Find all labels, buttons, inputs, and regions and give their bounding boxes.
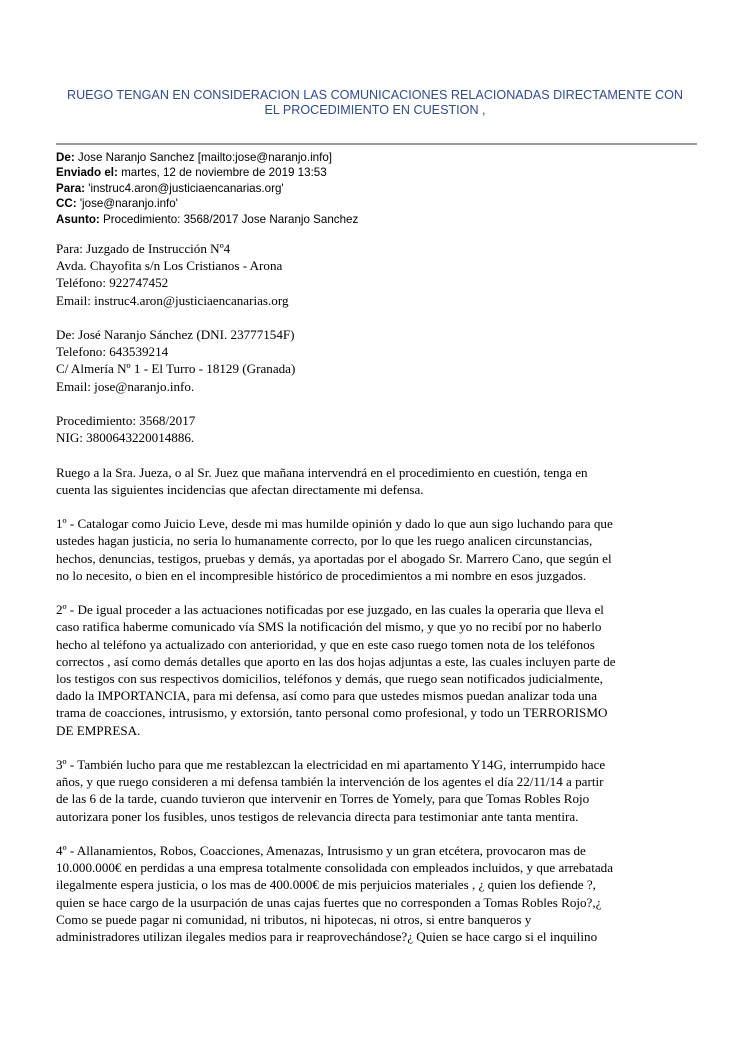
sender-line: De: José Naranjo Sánchez (DNI. 23777154F) (56, 327, 295, 342)
document-heading (60, 88, 690, 118)
paragraph-line: dado la IMPORTANCIA, para mi defensa, así como para que ustedes mismos puedan analizar toda una (56, 688, 598, 704)
sender-block (56, 326, 697, 395)
email-to-row (56, 181, 696, 196)
email-subject-row (56, 212, 696, 227)
paragraph-line: ilegalmente espera justicia, o los mas de 400.000€ de mis perjuicios materiales , ¿ quien los defiende ?, (56, 877, 596, 893)
from-value: Jose Naranjo Sanchez [mailto:jose@naranjo.info] (77, 151, 333, 164)
paragraph-line: Ruego a la Sra. Jueza, o al Sr. Juez que mañana intervendrá en el procedimiento en cuestión, tenga en (56, 464, 588, 480)
sent-label: Enviado el: (56, 166, 118, 180)
paragraph-line: quien se hace cargo de la usurpación de unas cajas fuertes que no corresponden a Tomas Robles Rojo?,¿ (56, 894, 602, 910)
sent-value: martes, 12 de noviembre de 2019 13:53 (121, 166, 327, 180)
paragraph-line: correctos , así como demás detalles que aporto en las dos hojas adjuntas a este, las cuales incluyen parte de (56, 653, 616, 669)
to-value: 'instruc4.aron@justiciaencanarias.org' (88, 181, 284, 195)
paragraphs (56, 464, 697, 946)
sender-line: Email: jose@naranjo.info. (56, 378, 195, 394)
heading-line-1: RUEGO TENGAN EN CONSIDERACION LAS COMUNICACIONES RELACIONADAS DIRECTAMENTE CON (66, 88, 683, 102)
recipient-line: Email: instruc4.aron@justiciaencanarias.org (56, 292, 289, 308)
email-cc-row (56, 196, 696, 211)
paragraph (56, 515, 697, 584)
paragraph-line: trama de coacciones, intrusismo, y extorsión, tanto personal como profesional, y todo un TERRORISMO (56, 705, 608, 721)
paragraph-line: hecho al teléfono ya actualizado con anterioridad, y que en este caso ruego tomen nota de los teléfonos (56, 636, 595, 652)
paragraph-line: 2º - De igual proceder a las actuaciones notificadas por ese juzgado, en las cuales la operaria que lleva el (56, 602, 604, 618)
paragraph-line: DE EMPRESA. (56, 722, 141, 738)
paragraph-line: 4º - Allanamientos, Robos, Coacciones, Amenazas, Intrusismo y un gran etcétera, provocaron mas de (56, 843, 586, 858)
email-header (56, 150, 696, 227)
paragraph (56, 842, 697, 945)
paragraph-line: de las 6 de la tarde, cuando tuvieron que intervenir en Torres de Yomely, para que Tomas Robles Rojo (56, 791, 590, 807)
heading-line-2: EL PROCEDIMIENTO EN CUESTION , (264, 103, 486, 117)
sender-line: Telefono: 643539214 (56, 344, 169, 360)
paragraph-line: no lo necesito, o bien en el incompresible histórico de procedimientos a mi nombre en esos juzgados. (56, 567, 587, 583)
subject-value: Procedimiento: 3568/2017 Jose Naranjo Sanchez (103, 212, 359, 226)
paragraph-line: años, y que ruego consideren a mi defensa también la intervención de los agentes el día 22/11/14 a partir (56, 774, 604, 790)
paragraph-line: hechos, denuncias, testigos, pruebas y demás, ya aportadas por el abogado Sr. Marrero Cano, que según el (56, 550, 612, 566)
case-line: NIG: 3800643220014886. (56, 430, 195, 446)
letter-body (56, 240, 697, 945)
recipient-line: Teléfono: 922747452 (56, 275, 169, 291)
sender-line: C/ Almería Nº 1 - El Turro - 18129 (Granada) (56, 361, 296, 377)
header-divider (56, 143, 697, 145)
paragraph (56, 464, 697, 498)
paragraph-line: administradores utilizan ilegales medios para ir reaprovechándose?¿ Quien se hace cargo si el inquilino (56, 929, 598, 945)
paragraph-line: 10.000.000€ en perdidas a una empresa totalmente consolidada con empleados incluidos, y que arrebatada (56, 860, 614, 876)
paragraph-line: los testigos con sus respectivos domicilios, teléfonos y demás, que ruego sean notificados judicialmente, (56, 671, 603, 686)
to-label: Para: (56, 181, 86, 195)
paragraph-line: Como se puede pagar ni comunidad, ni tributos, ni hipotecas, ni otros, si entre banqueros y (56, 911, 532, 927)
from-label: De: (56, 151, 75, 164)
paragraph-line: autorizara poner los fusibles, unos testigos de relevancia directa para testimoniar ante tanta mentira. (56, 808, 579, 824)
case-block (56, 412, 697, 446)
paragraph-line: caso ratifica haberme comunicado vía SMS la notificación del mismo, y que yo no recibí por no haberlo (56, 619, 602, 635)
case-line: Procedimiento: 3568/2017 (56, 413, 196, 428)
cc-label: CC: (56, 197, 77, 211)
paragraph-line: ustedes hagan justicia, no seria lo humanamente correcto, por lo que les ruego analicen circunstancias, (56, 533, 593, 549)
paragraph (56, 756, 697, 825)
paragraph-line: cuenta las siguientes incidencias que afectan directamente mi defensa. (56, 481, 424, 497)
subject-label: Asunto: (56, 212, 100, 226)
paragraph (56, 601, 697, 739)
email-sent-row (56, 165, 696, 180)
recipient-line: Para: Juzgado de Instrucción Nº4 (56, 241, 231, 256)
recipient-block (56, 240, 697, 309)
paragraph-line: 3º - También lucho para que me restablezcan la electricidad en mi apartamento Y14G, interrumpido hace (56, 757, 606, 772)
paragraph-line: 1º - Catalogar como Juicio Leve, desde mi mas humilde opinión y dado lo que aun sigo luchando para que (56, 516, 613, 532)
recipient-line: Avda. Chayofita s/n Los Cristianos - Arona (56, 258, 283, 274)
cc-value: 'jose@naranjo.info' (79, 197, 178, 211)
email-from-row (56, 150, 696, 165)
